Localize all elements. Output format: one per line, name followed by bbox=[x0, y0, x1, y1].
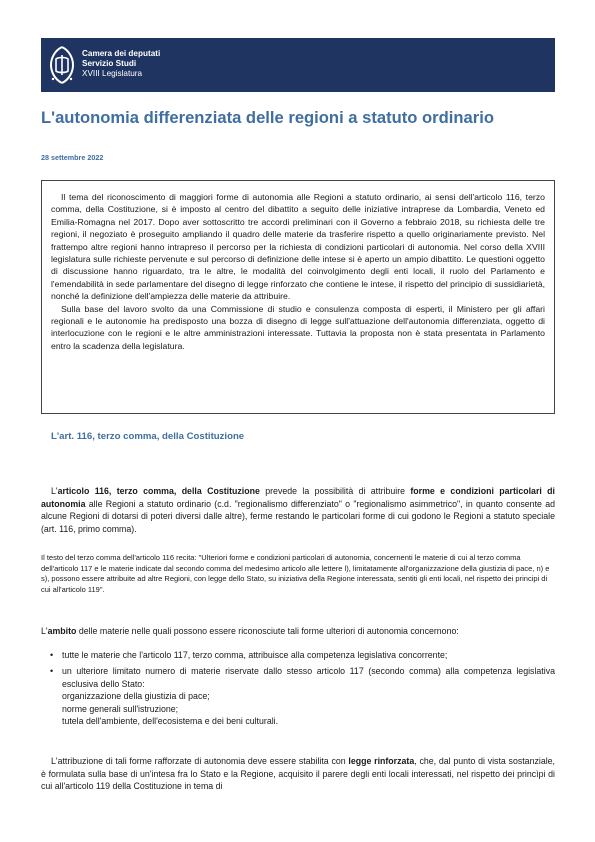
list-item-text: un ulteriore limitato numero di materie riservate dallo stesso articolo 117 (secondo comma) alla competenza legislativa esclusiva dello Stato: bbox=[62, 666, 555, 689]
para2-bold-1: ambito bbox=[47, 626, 77, 636]
body-paragraph-3 bbox=[41, 755, 555, 793]
para1-bold-2: forme e condizioni particolari di autonomia bbox=[41, 486, 555, 509]
header-brand bbox=[82, 49, 160, 79]
section-heading: L'art. 116, terzo comma, della Costituzione bbox=[51, 431, 245, 442]
header-banner bbox=[41, 38, 555, 92]
list-item-text: tutte le materie che l'articolo 117, terzo comma, attribuisce alla competenza legislativa concorrente; bbox=[62, 650, 448, 660]
materie-list bbox=[50, 649, 555, 731]
list-item bbox=[50, 649, 555, 661]
header-line-1: Camera dei deputati bbox=[82, 49, 161, 58]
camera-logo-icon bbox=[47, 43, 77, 87]
document-date: 28 settembre 2022 bbox=[41, 153, 104, 162]
para3-bold-1: legge rinforzata bbox=[348, 756, 415, 766]
document-title: L'autonomia differenziata delle regioni a statuto ordinario bbox=[41, 108, 494, 127]
para3-text-2: , che, dal punto di vista sostanziale, è formulata sulla base di un'intesa fra lo Stato e la Regione, acquisito il parere degli enti locali interessati, nel rispetto dei princìpi di cui all'articolo 119 della Costituzione in tema di bbox=[41, 756, 556, 792]
body-paragraph-2 bbox=[41, 625, 555, 638]
abstract-paragraph-1: Il tema del riconoscimento di maggiori forme di autonomia alle Regioni a statuto ordinario, ai sensi dell'articolo 116, terzo comma, della Costituzione, si è imposto al centro del dibattito a seguito delle iniziative intraprese da Lombardia, Veneto ed Emilia-Romagna nel 2017. Dopo aver sottoscritto tre accordi preliminari con il Governo a febbraio 2018, su richiesta delle tre regioni, il negoziato è proseguito ampliando il quadro delle materie da trasferire rispetto a quello originariamente previsto. Nel frattempo altre regioni hanno intrapreso il percorso per la richiesta di condizioni particolari di autonomia. Nel corso della XVIII legislatura sulle richieste pervenute e sul percorso di definizione delle intese si è aperto un ampio dibattito. Le questioni oggetto di discussione hanno riguardato, tra le altre, le modalità del coinvolgimento degli enti locali, il ruolo del Parlamento e l'emendabilità in sede parlamentare del disegno di legge rinforzato che contiene le intese, il rispetto del principio di sussidiarietà, nonché la definizione dell'ampiezza delle materie da attribuire. bbox=[51, 192, 545, 302]
para3-text-1: L'attribuzione di tali forme rafforzate di autonomia deve essere stabilita con bbox=[51, 756, 349, 766]
para2-text-1: L' bbox=[41, 626, 48, 636]
para1-bold-1: articolo 116, terzo comma, della Costituzione bbox=[57, 486, 260, 496]
para1-text-3: alle Regioni a statuto ordinario (c.d. "regionalismo differenziato" o "regionalismo asimmetrico", in quanto consente ad alcune Regioni di dotarsi di poteri diversi dalle altre), ferme restando le particolari forme di cui godono le Regioni a statuto speciale (art. 116, primo comma). bbox=[41, 498, 555, 534]
abstract-box bbox=[41, 180, 555, 414]
list-subitem: organizzazione della giustizia di pace; bbox=[62, 691, 210, 702]
list-item bbox=[50, 665, 555, 727]
list-subitem: norme generali sull'istruzione; bbox=[62, 703, 179, 714]
header-line-3: XVIII Legislatura bbox=[82, 69, 143, 78]
bullet-icon: • bbox=[50, 650, 54, 660]
abstract-paragraph-2: Sulla base del lavoro svolto da una Commissione di studio e consulenza composta di esperti, il Ministero per gli affari regionali e le autonomie ha predisposto una bozza di disegno di legge sull'attuazione dell'autonomia differenziata, oggetto di interlocuzione con le regioni e le altre amministrazioni interessate. Tuttavia la proposta non è stata presentata in Parlamento entro la scadenza della legislatura. bbox=[51, 303, 545, 351]
bullet-icon: • bbox=[50, 666, 54, 677]
header-line-2: Servizio Studi bbox=[82, 59, 137, 68]
para2-text-2: delle materie nelle quali possono essere riconosciute tali forme ulteriori di autonomia concernono: bbox=[76, 626, 459, 636]
body-paragraph-1 bbox=[41, 485, 555, 535]
list-subitem: tutela dell'ambiente, dell'ecosistema e dei beni culturali. bbox=[62, 716, 279, 727]
quote-text: Il testo del terzo comma dell'articolo 116 recita: "Ulteriori forme e condizioni particolari di autonomia, concernenti le materie di cui al terzo comma dell'articolo 117 e le materie indicate dal secondo comma del medesimo articolo alle lettere l), limitatamente all'organizzazione della giustizia di pace, n) e s), possono essere attribuite ad altre Regioni, con legge dello Stato, su iniziativa della Regione interessata, sentiti gli enti locali, nel rispetto dei principi di cui all'articolo 119". bbox=[41, 553, 550, 595]
para1-text-2: prevede la possibilità di attribuire bbox=[259, 486, 411, 496]
para1-text-1: L' bbox=[51, 486, 58, 496]
quote-block bbox=[41, 553, 555, 596]
